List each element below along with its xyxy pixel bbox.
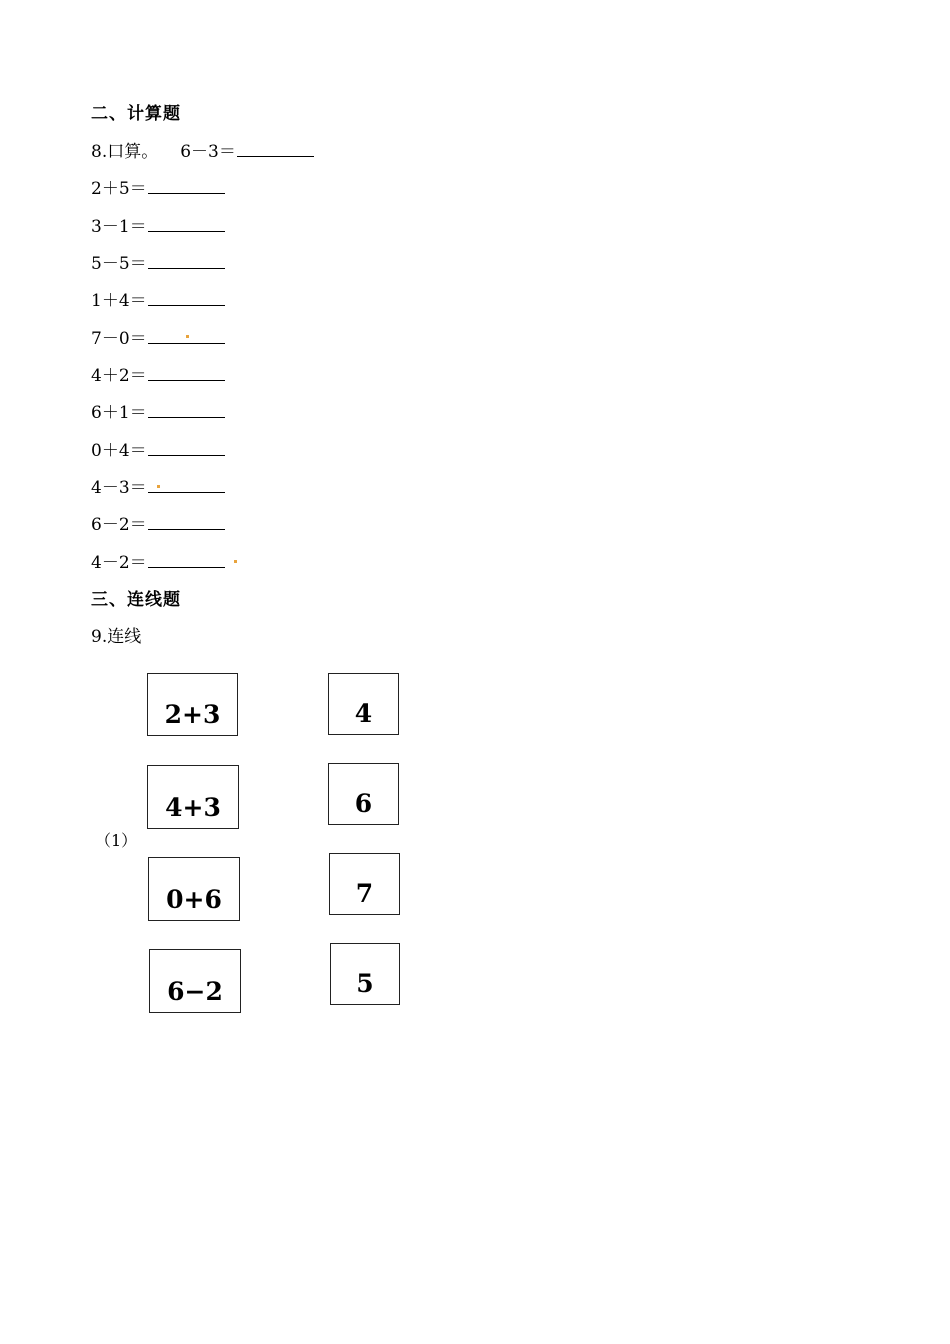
marker-dot xyxy=(234,560,237,563)
calc-item xyxy=(91,398,225,423)
expression-box[interactable]: 2+3 xyxy=(147,673,238,736)
calc-item xyxy=(91,286,225,311)
calc-item xyxy=(91,473,225,498)
expression: 4＋2＝ xyxy=(91,366,147,386)
answer-blank[interactable] xyxy=(148,215,225,232)
expression-box[interactable]: 6−2 xyxy=(149,949,241,1013)
expression: 6－2＝ xyxy=(91,515,147,535)
marker-dot xyxy=(157,485,160,488)
calc-item xyxy=(91,548,225,573)
answer-blank[interactable] xyxy=(148,252,225,269)
calc-item xyxy=(91,249,225,274)
expression-box[interactable]: 0+6 xyxy=(148,857,240,921)
question-8-intro: 8.口算。 xyxy=(91,142,159,162)
expression: 6－3＝ xyxy=(180,142,236,162)
calc-item xyxy=(91,212,225,237)
expression: 1＋4＝ xyxy=(91,291,147,311)
question-8-line-1 xyxy=(91,137,314,162)
section-heading-calculation: 二、计算题 xyxy=(91,104,181,124)
answer-blank[interactable] xyxy=(148,289,225,306)
expression: 7－0＝ xyxy=(91,329,147,349)
expression: 3－1＝ xyxy=(91,217,147,237)
expression: 4－2＝ xyxy=(91,553,147,573)
answer-box[interactable]: 7 xyxy=(329,853,400,915)
answer-blank[interactable] xyxy=(148,177,225,194)
question-9-title: 9.连线 xyxy=(91,627,142,647)
calc-item xyxy=(91,510,225,535)
expression: 5－5＝ xyxy=(91,254,147,274)
expression-box[interactable]: 4+3 xyxy=(147,765,239,829)
answer-blank[interactable] xyxy=(148,476,225,493)
answer-blank[interactable] xyxy=(148,439,225,456)
answer-blank[interactable] xyxy=(148,364,225,381)
expression: 4－3＝ xyxy=(91,478,147,498)
answer-box[interactable]: 4 xyxy=(328,673,399,735)
section-heading-matching: 三、连线题 xyxy=(91,590,181,610)
calc-item xyxy=(91,436,225,461)
marker-dot xyxy=(186,335,189,338)
calc-item xyxy=(91,361,225,386)
expression: 2＋5＝ xyxy=(91,179,147,199)
expression: 0＋4＝ xyxy=(91,441,147,461)
sub-question-label: （1） xyxy=(95,831,138,850)
answer-blank[interactable] xyxy=(148,327,225,344)
answer-box[interactable]: 6 xyxy=(328,763,399,825)
answer-blank[interactable] xyxy=(148,401,225,418)
calc-item xyxy=(91,174,225,199)
answer-blank[interactable] xyxy=(148,551,225,568)
calc-item xyxy=(91,324,225,349)
answer-blank[interactable] xyxy=(148,513,225,530)
answer-blank[interactable] xyxy=(237,140,314,157)
answer-box[interactable]: 5 xyxy=(330,943,400,1005)
expression: 6＋1＝ xyxy=(91,403,147,423)
